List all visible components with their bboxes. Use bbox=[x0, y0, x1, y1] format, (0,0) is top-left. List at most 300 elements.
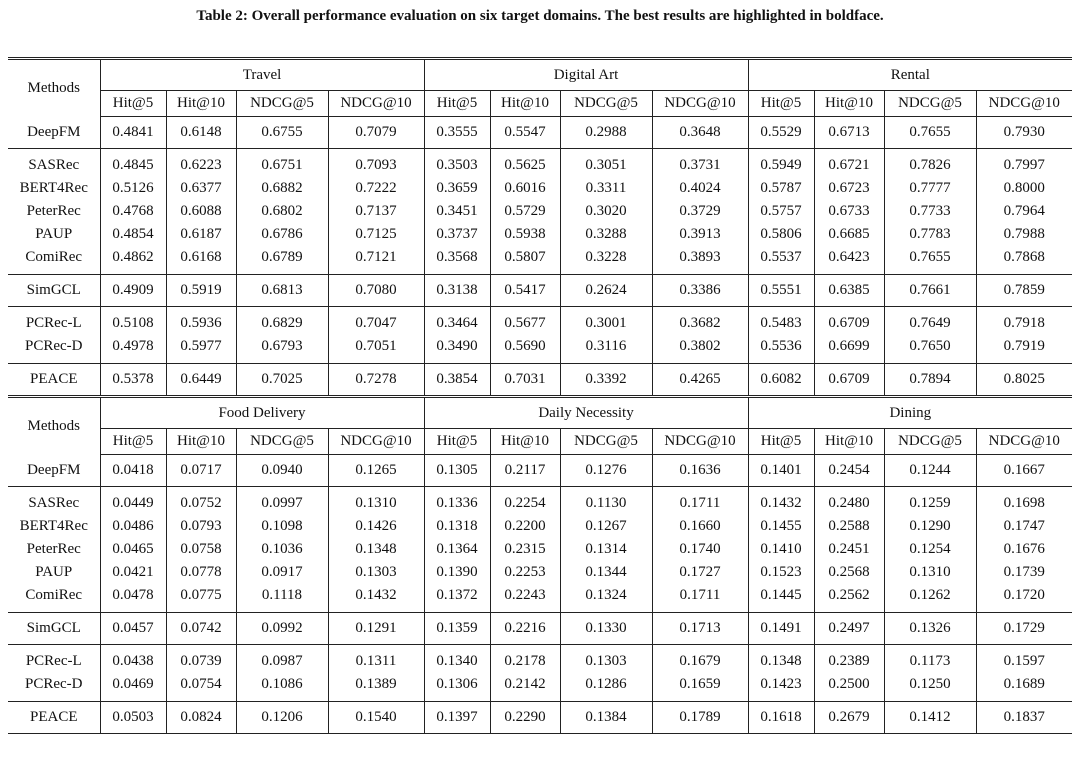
metric-value: 0.0449 bbox=[100, 487, 166, 516]
metric-value: 0.5919 bbox=[166, 275, 236, 307]
metric-value: 0.1636 bbox=[652, 455, 748, 487]
metric-value: 0.1314 bbox=[560, 538, 652, 561]
metric-value: 0.6148 bbox=[166, 117, 236, 149]
metric-header: Hit@10 bbox=[490, 91, 560, 117]
metric-value: 0.1098 bbox=[236, 515, 328, 538]
metric-value: 0.2389 bbox=[814, 645, 884, 674]
metric-value: 0.7918 bbox=[1003, 315, 1045, 331]
metric-value: 0.3729 bbox=[652, 200, 748, 223]
table-row bbox=[8, 538, 1072, 561]
metric-value: 0.2254 bbox=[490, 487, 560, 516]
metric-value: 0.2500 bbox=[814, 673, 884, 702]
metric-value: 0.7051 bbox=[328, 335, 424, 364]
metric-value: 0.1259 bbox=[884, 487, 976, 516]
metric-value: 0.0486 bbox=[100, 515, 166, 538]
table-caption: Table 2: Overall performance evaluation on six target domains. The best results are highlighted in boldface. bbox=[196, 8, 884, 24]
metric-header: Hit@10 bbox=[490, 429, 560, 455]
metric-value: 0.5483 bbox=[748, 307, 814, 336]
metric-value: 0.5529 bbox=[748, 117, 814, 149]
metric-value: 0.2480 bbox=[814, 487, 884, 516]
table-row bbox=[8, 223, 1072, 246]
metric-value: 0.1326 bbox=[884, 613, 976, 645]
metric-value: 0.4978 bbox=[100, 335, 166, 364]
metric-value: 0.6377 bbox=[166, 177, 236, 200]
metric-value: 0.3490 bbox=[424, 335, 490, 364]
metric-header: Hit@5 bbox=[100, 429, 166, 455]
metric-value: 0.5677 bbox=[490, 307, 560, 336]
header-row-domains bbox=[8, 59, 1072, 91]
metric-value: 0.0824 bbox=[166, 702, 236, 734]
metric-value: 0.6789 bbox=[236, 246, 328, 275]
metric-value: 0.3568 bbox=[424, 246, 490, 275]
metric-value: 0.3464 bbox=[424, 307, 490, 336]
metric-value: 0.2253 bbox=[490, 561, 560, 584]
metric-value: 0.4862 bbox=[100, 246, 166, 275]
metric-value: 0.1340 bbox=[424, 645, 490, 674]
table-row bbox=[8, 515, 1072, 538]
metric-value: 0.1426 bbox=[328, 515, 424, 538]
metric-value: 0.6751 bbox=[236, 149, 328, 178]
metric-value: 0.5378 bbox=[100, 364, 166, 397]
metric-value: 0.7655 bbox=[884, 117, 976, 149]
metric-value: 0.6187 bbox=[166, 223, 236, 246]
metric-value: 0.7661 bbox=[884, 275, 976, 307]
metric-value: 0.6786 bbox=[236, 223, 328, 246]
metric-value: 0.6685 bbox=[814, 223, 884, 246]
metric-value: 0.0940 bbox=[236, 455, 328, 487]
metric-value: 0.6709 bbox=[814, 307, 884, 336]
metric-value: 0.1397 bbox=[424, 702, 490, 734]
table-row bbox=[8, 335, 1072, 364]
metric-value: 0.0503 bbox=[100, 702, 166, 734]
metric-value: 0.1267 bbox=[560, 515, 652, 538]
metric-header: Hit@5 bbox=[100, 91, 166, 117]
metric-value: 0.1359 bbox=[424, 613, 490, 645]
metric-value: 0.4909 bbox=[100, 275, 166, 307]
metric-value: 0.6168 bbox=[166, 246, 236, 275]
metric-value: 0.5977 bbox=[166, 335, 236, 364]
method-name: DeepFM bbox=[8, 117, 100, 149]
metric-value: 0.6733 bbox=[814, 200, 884, 223]
metric-value: 0.5936 bbox=[166, 307, 236, 336]
metric-value: 0.1727 bbox=[652, 561, 748, 584]
metric-header: NDCG@10 bbox=[328, 429, 424, 455]
metric-value: 0.2178 bbox=[490, 645, 560, 674]
metric-value: 0.1310 bbox=[328, 487, 424, 516]
table-row bbox=[8, 584, 1072, 613]
metric-value: 0.0717 bbox=[166, 455, 236, 487]
metric-value: 0.1305 bbox=[424, 455, 490, 487]
metric-value: 0.1689 bbox=[976, 673, 1072, 702]
metric-header: NDCG@5 bbox=[560, 91, 652, 117]
metric-header: NDCG@10 bbox=[652, 429, 748, 455]
methods-header: Methods bbox=[8, 59, 100, 117]
method-name: PEACE bbox=[8, 364, 100, 397]
metric-value: 0.5126 bbox=[100, 177, 166, 200]
method-name: SASRec bbox=[8, 487, 100, 516]
metric-header: Hit@5 bbox=[424, 91, 490, 117]
metric-value: 0.2216 bbox=[490, 613, 560, 645]
method-name: PAUP bbox=[8, 223, 100, 246]
table-row bbox=[8, 246, 1072, 275]
metric-value: 0.3555 bbox=[424, 117, 490, 149]
metric-value: 0.6699 bbox=[814, 335, 884, 364]
metric-value: 0.1713 bbox=[652, 613, 748, 645]
method-name: PAUP bbox=[8, 561, 100, 584]
metric-value: 0.1740 bbox=[652, 538, 748, 561]
metric-value: 0.3648 bbox=[652, 117, 748, 149]
metric-value: 0.1445 bbox=[748, 584, 814, 613]
method-name: PCRec-L bbox=[8, 307, 100, 336]
table-row bbox=[8, 613, 1072, 645]
table-row bbox=[8, 117, 1072, 149]
metric-value: 0.1711 bbox=[652, 584, 748, 613]
metric-value: 0.7093 bbox=[328, 149, 424, 178]
metric-value: 0.3682 bbox=[652, 307, 748, 336]
metric-value: 0.1244 bbox=[884, 455, 976, 487]
method-name: PEACE bbox=[8, 702, 100, 734]
metric-value: 0.2988 bbox=[560, 117, 652, 149]
metric-value: 0.7930 bbox=[976, 117, 1072, 149]
metric-value: 0.6016 bbox=[490, 177, 560, 200]
metric-value: 0.1679 bbox=[652, 645, 748, 674]
metric-value: 0.0752 bbox=[166, 487, 236, 516]
metric-value: 0.3503 bbox=[424, 149, 490, 178]
metric-value: 0.4024 bbox=[652, 177, 748, 200]
metric-value: 0.6813 bbox=[236, 275, 328, 307]
metric-value: 0.0742 bbox=[166, 613, 236, 645]
metric-value: 0.7733 bbox=[884, 200, 976, 223]
metric-value: 0.0465 bbox=[100, 538, 166, 561]
metric-value: 0.1739 bbox=[1003, 564, 1045, 580]
metric-value: 0.1789 bbox=[652, 702, 748, 734]
metric-value: 0.2290 bbox=[490, 702, 560, 734]
metric-value: 0.4265 bbox=[652, 364, 748, 397]
metric-value: 0.6755 bbox=[236, 117, 328, 149]
metric-value: 0.0469 bbox=[100, 673, 166, 702]
header-row-metrics bbox=[8, 429, 1072, 455]
metric-value: 0.3051 bbox=[560, 149, 652, 178]
metric-header: NDCG@10 bbox=[976, 91, 1072, 117]
metric-value: 0.1432 bbox=[328, 584, 424, 613]
metric-value: 0.0421 bbox=[100, 561, 166, 584]
metric-value: 0.7650 bbox=[884, 335, 976, 364]
domain-header: Daily Necessity bbox=[424, 397, 748, 429]
metric-header: Hit@5 bbox=[748, 429, 814, 455]
metric-value: 0.1372 bbox=[424, 584, 490, 613]
metric-value: 0.0739 bbox=[166, 645, 236, 674]
table-row bbox=[8, 455, 1072, 487]
metric-value: 0.5690 bbox=[490, 335, 560, 364]
metric-value: 0.2117 bbox=[490, 455, 560, 487]
domain-header: Rental bbox=[748, 59, 1072, 91]
metric-value: 0.1324 bbox=[560, 584, 652, 613]
metric-value: 0.7222 bbox=[328, 177, 424, 200]
metric-value: 0.6082 bbox=[748, 364, 814, 397]
metric-value: 0.5536 bbox=[748, 335, 814, 364]
metric-value: 0.3020 bbox=[560, 200, 652, 223]
metric-value: 0.1173 bbox=[884, 645, 976, 674]
metric-value: 0.1390 bbox=[424, 561, 490, 584]
metric-value: 0.0778 bbox=[166, 561, 236, 584]
metric-value: 0.7859 bbox=[976, 275, 1072, 307]
table-row bbox=[8, 673, 1072, 702]
domain-header: Dining bbox=[748, 397, 1072, 429]
metric-value: 0.5806 bbox=[748, 223, 814, 246]
metric-header: Hit@10 bbox=[814, 429, 884, 455]
metric-value: 0.1118 bbox=[236, 584, 328, 613]
metric-value: 0.6802 bbox=[236, 200, 328, 223]
metric-value: 0.1291 bbox=[328, 613, 424, 645]
metric-value: 0.2562 bbox=[814, 584, 884, 613]
metric-value: 0.7125 bbox=[328, 223, 424, 246]
metric-value: 0.1306 bbox=[424, 673, 490, 702]
metric-value: 0.1401 bbox=[748, 455, 814, 487]
metric-value: 0.1348 bbox=[328, 538, 424, 561]
metric-value: 0.6223 bbox=[166, 149, 236, 178]
method-name: DeepFM bbox=[8, 455, 100, 487]
method-name: PCRec-D bbox=[8, 335, 100, 364]
metric-value: 0.1667 bbox=[976, 455, 1072, 487]
metric-value: 0.1523 bbox=[748, 561, 814, 584]
table-row bbox=[8, 275, 1072, 307]
metric-value: 0.1286 bbox=[560, 673, 652, 702]
method-name: SASRec bbox=[8, 149, 100, 178]
metric-value: 0.1659 bbox=[652, 673, 748, 702]
metric-value: 0.1276 bbox=[560, 455, 652, 487]
method-name: BERT4Rec bbox=[8, 177, 100, 200]
metric-value: 0.0478 bbox=[100, 584, 166, 613]
metric-value: 0.5108 bbox=[100, 307, 166, 336]
metric-value: 0.5757 bbox=[748, 200, 814, 223]
method-name: ComiRec bbox=[8, 584, 100, 613]
metric-value: 0.1290 bbox=[884, 515, 976, 538]
metric-header: Hit@10 bbox=[166, 91, 236, 117]
metric-value: 0.0793 bbox=[166, 515, 236, 538]
metric-value: 0.7080 bbox=[328, 275, 424, 307]
metric-value: 0.7649 bbox=[884, 307, 976, 336]
metric-header: Hit@5 bbox=[424, 429, 490, 455]
metric-value: 0.1491 bbox=[748, 613, 814, 645]
metric-value: 0.1423 bbox=[748, 673, 814, 702]
metric-value: 0.4845 bbox=[100, 149, 166, 178]
metric-value: 0.3451 bbox=[424, 200, 490, 223]
header-row-domains bbox=[8, 397, 1072, 429]
domain-header: Food Delivery bbox=[100, 397, 424, 429]
metric-value: 0.0457 bbox=[100, 613, 166, 645]
metric-header: Hit@5 bbox=[748, 91, 814, 117]
metric-value: 0.1303 bbox=[560, 645, 652, 674]
metric-value: 0.1348 bbox=[748, 645, 814, 674]
metric-value: 0.4841 bbox=[100, 117, 166, 149]
table-row bbox=[8, 200, 1072, 223]
metric-value: 0.6709 bbox=[814, 364, 884, 397]
metric-value: 0.8000 bbox=[1003, 180, 1045, 196]
method-name: BERT4Rec bbox=[8, 515, 100, 538]
metric-value: 0.1318 bbox=[424, 515, 490, 538]
domain-header: Travel bbox=[100, 59, 424, 91]
metric-value: 0.0438 bbox=[100, 645, 166, 674]
table-row bbox=[8, 487, 1072, 516]
method-name: PeterRec bbox=[8, 538, 100, 561]
metric-value: 0.7025 bbox=[236, 364, 328, 397]
metric-value: 0.7894 bbox=[884, 364, 976, 397]
metric-value: 0.1384 bbox=[560, 702, 652, 734]
metric-value: 0.3386 bbox=[652, 275, 748, 307]
metric-value: 0.0758 bbox=[166, 538, 236, 561]
metric-header: NDCG@10 bbox=[976, 429, 1072, 455]
metric-value: 0.7031 bbox=[490, 364, 560, 397]
table-row bbox=[8, 702, 1072, 734]
metric-value: 0.7121 bbox=[328, 246, 424, 275]
metric-value: 0.6449 bbox=[166, 364, 236, 397]
metric-value: 0.7919 bbox=[976, 335, 1072, 364]
metric-value: 0.8025 bbox=[976, 364, 1072, 397]
metric-value: 0.0418 bbox=[100, 455, 166, 487]
metric-value: 0.3138 bbox=[424, 275, 490, 307]
metric-value: 0.1729 bbox=[976, 613, 1072, 645]
metric-value: 0.2497 bbox=[814, 613, 884, 645]
metric-value: 0.1310 bbox=[884, 561, 976, 584]
metric-value: 0.6721 bbox=[814, 149, 884, 178]
method-name: ComiRec bbox=[8, 246, 100, 275]
metric-value: 0.7783 bbox=[884, 223, 976, 246]
metric-value: 0.5551 bbox=[748, 275, 814, 307]
metric-value: 0.1262 bbox=[884, 584, 976, 613]
metric-value: 0.1720 bbox=[976, 584, 1072, 613]
metric-value: 0.1265 bbox=[328, 455, 424, 487]
metric-value: 0.1837 bbox=[976, 702, 1072, 734]
metric-value: 0.2451 bbox=[814, 538, 884, 561]
metric-value: 0.5537 bbox=[748, 246, 814, 275]
metric-value: 0.2200 bbox=[490, 515, 560, 538]
table-body bbox=[8, 59, 1072, 734]
metric-value: 0.7777 bbox=[884, 177, 976, 200]
metric-value: 0.3893 bbox=[652, 246, 748, 275]
metric-value: 0.3288 bbox=[560, 223, 652, 246]
metric-value: 0.1540 bbox=[328, 702, 424, 734]
metric-value: 0.6088 bbox=[166, 200, 236, 223]
metric-value: 0.6423 bbox=[814, 246, 884, 275]
metric-value: 0.1336 bbox=[424, 487, 490, 516]
metric-value: 0.7079 bbox=[328, 117, 424, 149]
metric-value: 0.2588 bbox=[814, 515, 884, 538]
metric-value: 0.0775 bbox=[166, 584, 236, 613]
metric-value: 0.1597 bbox=[1003, 653, 1045, 669]
metric-header: Hit@10 bbox=[166, 429, 236, 455]
metric-value: 0.5949 bbox=[748, 149, 814, 178]
metric-value: 0.5625 bbox=[490, 149, 560, 178]
metric-value: 0.1747 bbox=[1003, 518, 1045, 534]
metric-value: 0.2568 bbox=[814, 561, 884, 584]
metric-value: 0.5417 bbox=[490, 275, 560, 307]
header-row-metrics bbox=[8, 91, 1072, 117]
metric-value: 0.6793 bbox=[236, 335, 328, 364]
metric-value: 0.7278 bbox=[328, 364, 424, 397]
table-row bbox=[8, 645, 1072, 674]
metric-value: 0.1330 bbox=[560, 613, 652, 645]
metric-value: 0.6713 bbox=[814, 117, 884, 149]
performance-table bbox=[8, 57, 1072, 734]
metric-value: 0.6723 bbox=[814, 177, 884, 200]
metric-value: 0.5787 bbox=[748, 177, 814, 200]
table-row bbox=[8, 149, 1072, 178]
metric-header: NDCG@5 bbox=[236, 91, 328, 117]
metric-value: 0.1254 bbox=[884, 538, 976, 561]
metric-value: 0.2679 bbox=[814, 702, 884, 734]
metric-value: 0.2142 bbox=[490, 673, 560, 702]
metric-value: 0.7826 bbox=[884, 149, 976, 178]
metric-value: 0.0917 bbox=[236, 561, 328, 584]
metric-value: 0.5807 bbox=[490, 246, 560, 275]
metric-value: 0.0754 bbox=[166, 673, 236, 702]
metric-value: 0.4854 bbox=[100, 223, 166, 246]
method-name: SimGCL bbox=[8, 275, 100, 307]
metric-value: 0.1676 bbox=[1003, 541, 1045, 557]
metric-value: 0.1364 bbox=[424, 538, 490, 561]
metric-value: 0.0997 bbox=[236, 487, 328, 516]
method-name: PeterRec bbox=[8, 200, 100, 223]
metric-value: 0.1711 bbox=[652, 487, 748, 516]
metric-value: 0.0987 bbox=[236, 645, 328, 674]
method-name: PCRec-L bbox=[8, 645, 100, 674]
metric-value: 0.1344 bbox=[560, 561, 652, 584]
metric-value: 0.7655 bbox=[884, 246, 976, 275]
metric-value: 0.7137 bbox=[328, 200, 424, 223]
table-row bbox=[8, 177, 1072, 200]
metric-value: 0.7868 bbox=[976, 246, 1072, 275]
metric-value: 0.1432 bbox=[748, 487, 814, 516]
metric-value: 0.1036 bbox=[236, 538, 328, 561]
metric-value: 0.3001 bbox=[560, 307, 652, 336]
metric-value: 0.7047 bbox=[328, 307, 424, 336]
table-row bbox=[8, 364, 1072, 397]
metric-header: Hit@10 bbox=[814, 91, 884, 117]
metric-value: 0.1410 bbox=[748, 538, 814, 561]
table-row bbox=[8, 307, 1072, 336]
metric-value: 0.1250 bbox=[884, 673, 976, 702]
method-name: PCRec-D bbox=[8, 673, 100, 702]
metric-value: 0.1130 bbox=[560, 487, 652, 516]
metric-value: 0.1311 bbox=[328, 645, 424, 674]
metric-value: 0.3228 bbox=[560, 246, 652, 275]
metric-header: NDCG@5 bbox=[236, 429, 328, 455]
metric-header: NDCG@5 bbox=[884, 429, 976, 455]
metric-value: 0.5938 bbox=[490, 223, 560, 246]
metric-value: 0.2454 bbox=[814, 455, 884, 487]
method-name: SimGCL bbox=[8, 613, 100, 645]
metric-value: 0.4768 bbox=[100, 200, 166, 223]
metric-value: 0.1206 bbox=[236, 702, 328, 734]
metric-value: 0.0992 bbox=[236, 613, 328, 645]
metric-value: 0.1698 bbox=[1003, 495, 1045, 511]
metric-value: 0.5729 bbox=[490, 200, 560, 223]
metric-value: 0.2624 bbox=[560, 275, 652, 307]
metric-value: 0.1412 bbox=[884, 702, 976, 734]
metric-value: 0.5547 bbox=[490, 117, 560, 149]
metric-value: 0.1618 bbox=[748, 702, 814, 734]
metric-value: 0.3392 bbox=[560, 364, 652, 397]
metric-value: 0.1389 bbox=[328, 673, 424, 702]
metric-value: 0.3737 bbox=[424, 223, 490, 246]
metric-value: 0.1303 bbox=[328, 561, 424, 584]
metric-header: NDCG@5 bbox=[560, 429, 652, 455]
table-row bbox=[8, 561, 1072, 584]
metric-value: 0.6882 bbox=[236, 177, 328, 200]
metric-value: 0.3731 bbox=[652, 149, 748, 178]
metric-value: 0.1455 bbox=[748, 515, 814, 538]
metric-value: 0.1660 bbox=[652, 515, 748, 538]
